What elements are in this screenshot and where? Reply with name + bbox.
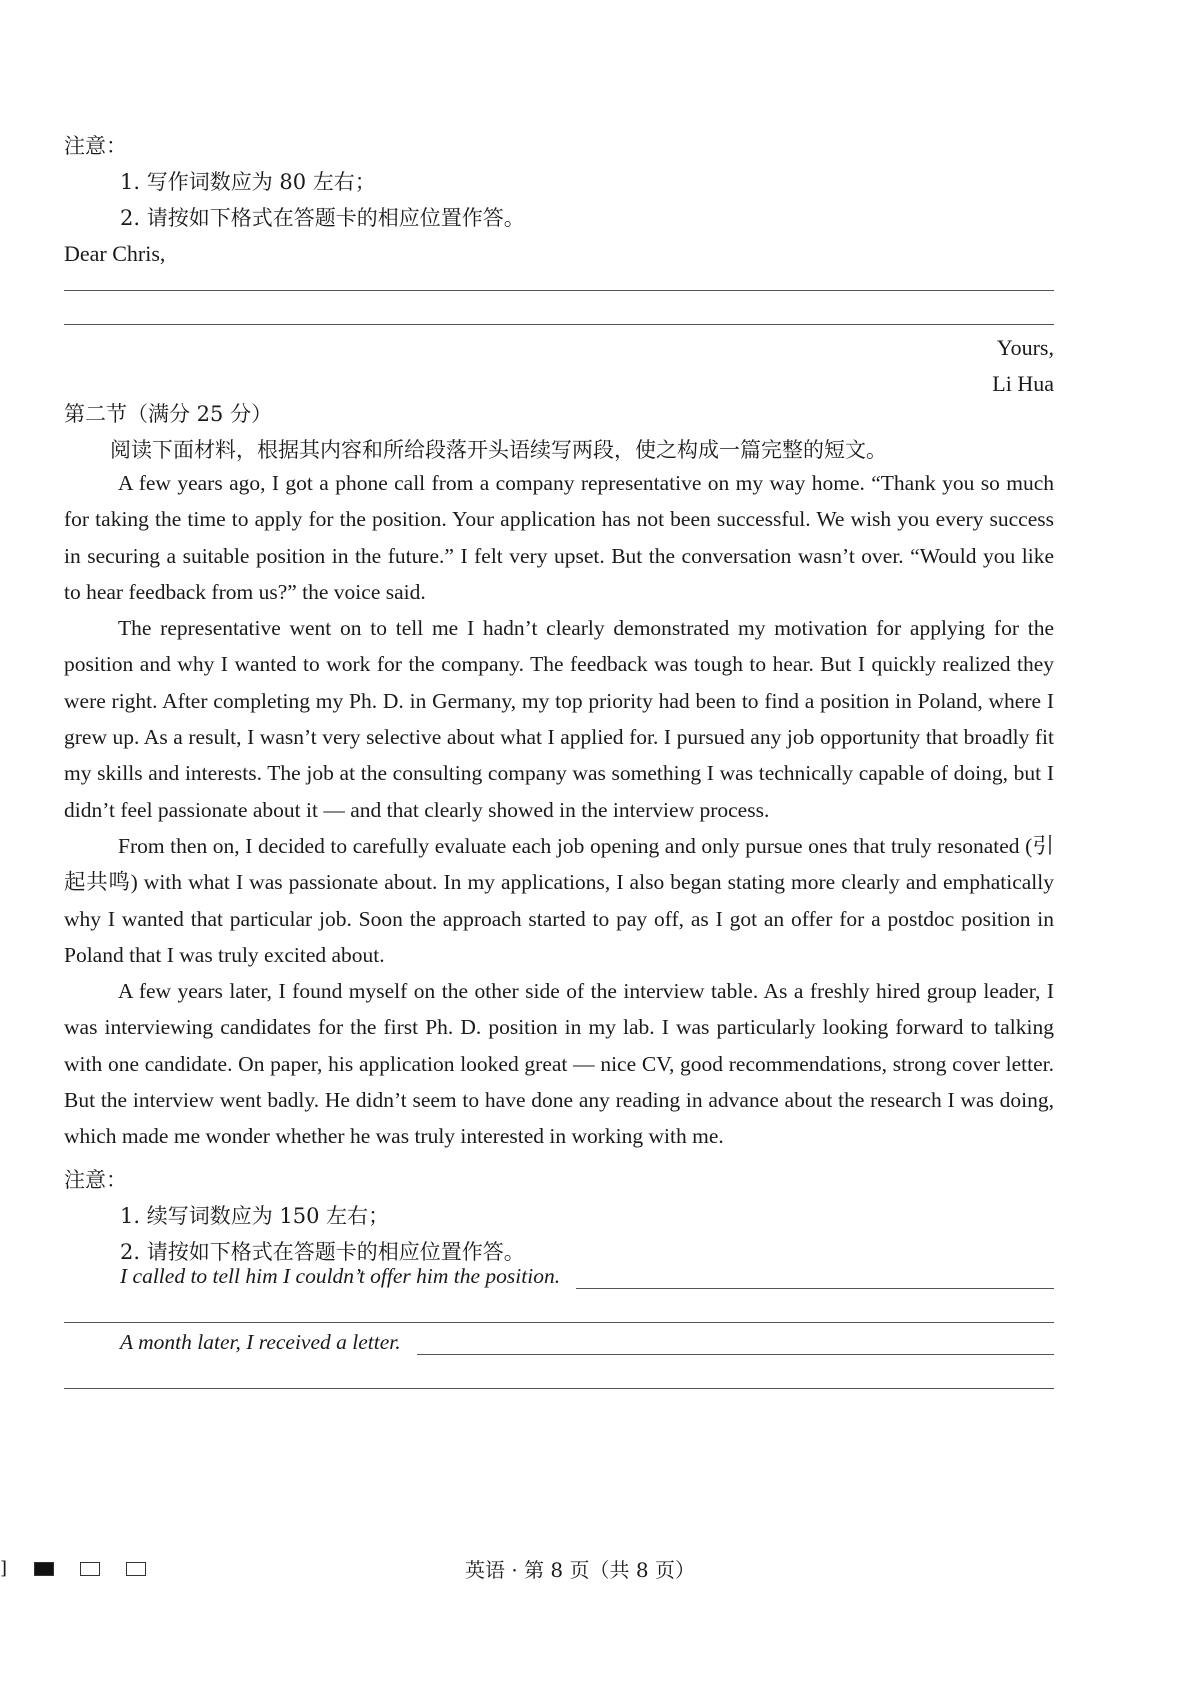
answer-line (64, 290, 1054, 291)
answer-line (417, 1332, 1054, 1355)
paragraph-starter-1: I called to tell him I couldn’t offer him the position. (120, 1264, 561, 1288)
continuation-row-2 (120, 1330, 1054, 1355)
paragraph-starter-2: A month later, I received a letter. (120, 1330, 401, 1354)
empty-square-icon (126, 1562, 146, 1576)
note-format: 2. 请按如下格式在答题卡的相应位置作答。 (120, 206, 525, 230)
reading-passage (64, 465, 1054, 1155)
note-word-count: 1. 写作词数应为 80 左右； (120, 170, 376, 194)
page-footer (0, 1554, 1200, 1584)
section-instruction: 阅读下面材料，根据其内容和所给段落开头语续写两段，使之构成一篇完整的短文。 (110, 438, 887, 462)
filled-square-icon (34, 1562, 54, 1576)
letter-signature: Li Hua (992, 371, 1054, 396)
note-format: 2. 请按如下格式在答题卡的相应位置作答。 (120, 1240, 525, 1264)
notes-label: 注意： (64, 134, 127, 158)
note-word-count: 1. 续写词数应为 150 左右； (120, 1204, 390, 1228)
passage-paragraph: A few years ago, I got a phone call from a company representative on my way home. “Thank you so much for taking the time to apply for the position. Your application has not been successful. We wish you every success in securing a suitable position in the future.” I felt very upset. But the conversation wasn’t over. “Would you like to hear feedback from us?” the voice said. (64, 471, 1054, 604)
letter-greeting: Dear Chris, (64, 241, 166, 266)
letter-closing-block (64, 330, 1054, 402)
passage-paragraph: The representative went on to tell me I hadn’t clearly demonstrated my motivation for applying for the position and why I wanted to work for the company. The feedback was tough to hear. But I quickly realized they were right. After completing my Ph. D. in Germany, my top priority had been to find a position in Poland, where I grew up. As a result, I wasn’t very selective about what I applied for. I pursued any job opportunity that broadly fit my skills and interests. The job at the consulting company was something I was technically capable of doing, but I didn’t feel passionate about it — and that clearly showed in the interview process. (64, 616, 1054, 822)
section2 (64, 396, 1054, 468)
edge-bracket: ] (0, 1558, 8, 1579)
passage-paragraph: A few years later, I found myself on the other side of the interview table. As a freshly hired group leader, I was interviewing candidates for the first Ph. D. position in my lab. I was particularly looking forward to talking with one candidate. On paper, his application looked great — nice CV, good recommendations, strong cover letter. But the interview went badly. He didn’t seem to have done any reading in advance about the research I was doing, which made me wonder whether he was truly interested in working with me. (64, 979, 1054, 1149)
answer-line (64, 324, 1054, 325)
letter-closing: Yours, (996, 335, 1054, 360)
empty-square-icon (80, 1562, 100, 1576)
writing1-notes (64, 128, 1054, 272)
page-number: 英语 · 第 8 页（共 8 页） (465, 1558, 695, 1582)
answer-line (64, 1322, 1054, 1323)
passage-paragraph: From then on, I decided to carefully evaluate each job opening and only pursue ones that truly resonated (引起共鸣) with what I was passionate about. In my applications, I also began stating more clearly and emphatically why I wanted that particular job. Soon the approach started to pay off, as I got an offer for a postdoc position in Poland that I was truly excited about. (64, 833, 1054, 967)
continuation-row-1 (120, 1264, 1054, 1289)
answer-line (576, 1266, 1054, 1289)
section2-notes (64, 1162, 1054, 1270)
answer-line (64, 1388, 1054, 1389)
notes-label: 注意： (64, 1168, 127, 1192)
section-title: 第二节（满分 25 分） (64, 402, 273, 426)
